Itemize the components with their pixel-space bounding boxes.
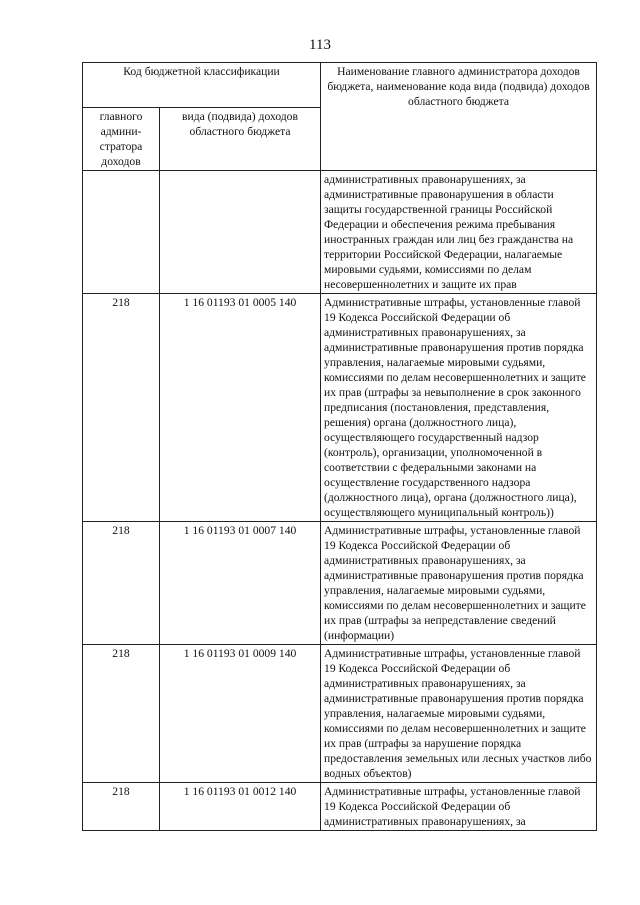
header-admin: главного админи-стратора доходов xyxy=(83,108,160,171)
table-row xyxy=(83,783,597,831)
admin-code-cell: 218 xyxy=(83,522,160,645)
table-row xyxy=(83,645,597,783)
table-row xyxy=(83,294,597,522)
header-row-top xyxy=(83,63,597,108)
revenue-name-cell: Административные штрафы, установленные главой 19 Кодекса Российской Федерации об административных правонарушениях, за административные правонарушения против порядка управления, налагаемые мировыми судьями, комиссиями по делам несовершеннолетних и защите их прав (штрафы за невыполнение в срок законного предписания (постановления, представления, решения) органа (должностного лица), осуществляющего государственный надзор (контроль), организации, уполномоченной в соответствии с федеральными законами на осуществление государственного надзора (должностного лица), органа (должностного лица), осуществляющего муниципальный контроль)) xyxy=(321,294,597,522)
table-row xyxy=(83,522,597,645)
revenue-name-cell: Административные штрафы, установленные главой 19 Кодекса Российской Федерации об административных правонарушениях, за административные правонарушения против порядка управления, налагаемые мировыми судьями, комиссиями по делам несовершеннолетних и защите их прав (штрафы за непредставление сведений (информации) xyxy=(321,522,597,645)
admin-code-cell xyxy=(83,171,160,294)
revenue-name-cell: Административные штрафы, установленные главой 19 Кодекса Российской Федерации об административных правонарушениях, за административные правонарушения против порядка управления, налагаемые мировыми судьями, комиссиями по делам несовершеннолетних и защите их прав (штрафы за нарушение порядка предоставления земельных или лесных участков либо водных объектов) xyxy=(321,645,597,783)
budget-classification-table xyxy=(82,62,597,831)
header-name: Наименование главного администратора доходов бюджета, наименование кода вида (подвида) доходов областного бюджета xyxy=(321,63,597,171)
revenue-name-cell: административных правонарушениях, за административные правонарушения в области защиты государственной границы Российской Федерации и обеспечения режима пребывания иностранных граждан или лиц без гражданства на территории Российской Федерации, налагаемые мировыми судьями, комиссиями по делам несовершеннолетних и защите их прав xyxy=(321,171,597,294)
table-row xyxy=(83,171,597,294)
page-number: 113 xyxy=(309,37,331,53)
header-type: вида (подвида) доходов областного бюджета xyxy=(160,108,321,171)
revenue-code-cell: 1 16 01193 01 0007 140 xyxy=(160,522,321,645)
revenue-code-cell: 1 16 01193 01 0009 140 xyxy=(160,645,321,783)
revenue-code-cell: 1 16 01193 01 0005 140 xyxy=(160,294,321,522)
admin-code-cell: 218 xyxy=(83,294,160,522)
admin-code-cell: 218 xyxy=(83,645,160,783)
revenue-code-cell xyxy=(160,171,321,294)
admin-code-cell: 218 xyxy=(83,783,160,831)
header-code-group: Код бюджетной классификации xyxy=(83,63,321,108)
revenue-code-cell: 1 16 01193 01 0012 140 xyxy=(160,783,321,831)
revenue-name-cell: Административные штрафы, установленные главой 19 Кодекса Российской Федерации об административных правонарушениях, за xyxy=(321,783,597,831)
